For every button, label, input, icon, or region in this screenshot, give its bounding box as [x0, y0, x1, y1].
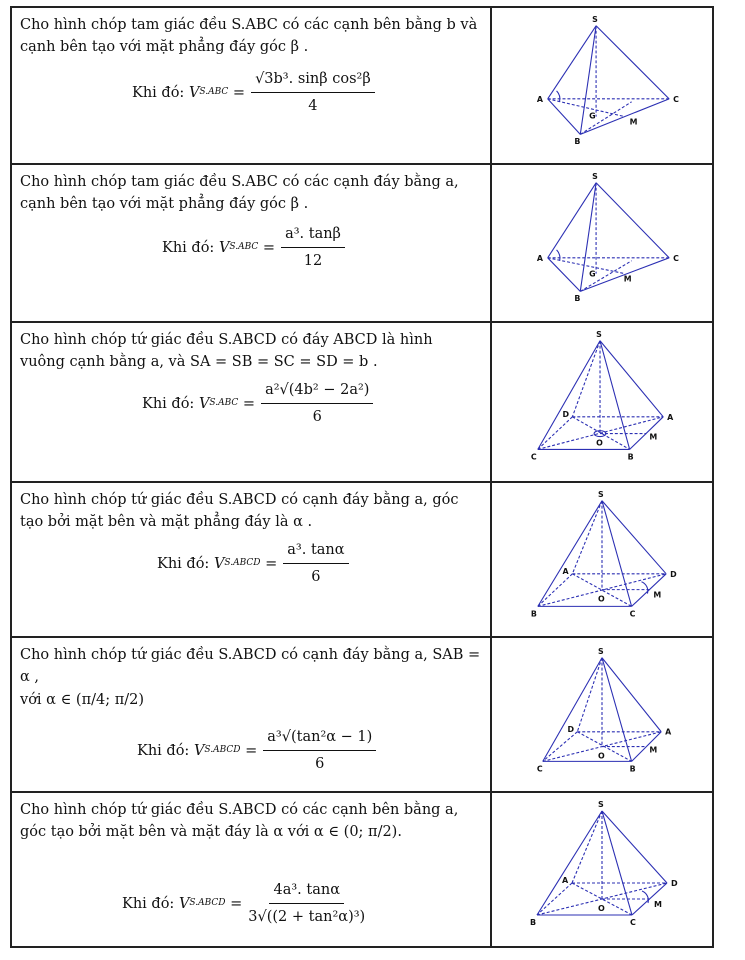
- formula-lhs: V: [193, 742, 205, 759]
- row-description: [12, 323, 492, 481]
- volume-formula: Khi đó: V S.ABCD = $\frac{\text{4a³. tanα}}{\text{3√((2 + tan²α)³)}}$: [122, 879, 365, 929]
- vertex-label: B: [530, 609, 537, 619]
- vertex-label: D: [562, 409, 570, 419]
- pyramid-figure: [492, 323, 712, 481]
- formula-fraction: [251, 68, 375, 118]
- row-condition: với α ∈ (π/4; π/2): [20, 691, 145, 708]
- square-pyramid-diagram: [492, 483, 712, 636]
- volume-formula: Khi đó: V S.ABC = $\frac{\text{√3b³. sinβ cos²β}}{4}$: [132, 68, 375, 118]
- vertex-label: O: [596, 438, 603, 448]
- formula-denominator: 6: [315, 756, 325, 773]
- volume-formula: Khi đó: V S.ABC = $\frac{\text{a²√(4b² − 2a²)}}{6}$: [142, 379, 373, 429]
- row-description: [12, 165, 492, 321]
- vertex-label: C: [673, 94, 679, 104]
- vertex-label: A: [536, 253, 543, 263]
- formula-numerator: a²√(4b² − 2a²): [261, 379, 373, 404]
- vertex-label: S: [592, 14, 598, 24]
- vertex-label: G: [589, 269, 596, 279]
- vertex-label: A: [562, 876, 569, 885]
- table-row: [12, 638, 712, 793]
- vertex-label: M: [649, 432, 658, 442]
- triangular-pyramid-diagram: [492, 165, 712, 321]
- vertex-label: A: [667, 412, 674, 422]
- formula-lhs-sub: S.ABCD: [189, 898, 226, 908]
- formula-fraction: [261, 379, 373, 429]
- square-pyramid-diagram: [492, 323, 712, 481]
- formula-fraction: [263, 726, 376, 776]
- vertex-label: A: [536, 94, 543, 104]
- vertex-label: O: [598, 751, 605, 761]
- formula-lhs: V: [178, 895, 190, 912]
- formula-fraction: [281, 223, 345, 273]
- formula-lhs-sub: S.ABC: [199, 87, 229, 97]
- row-description: [12, 638, 492, 791]
- vertex-label: M: [629, 117, 638, 127]
- square-pyramid-diagram: [492, 638, 712, 791]
- vertex-label: S: [598, 489, 604, 499]
- vertex-label: G: [589, 111, 596, 121]
- formula-lead: Khi đó:: [132, 84, 185, 101]
- row-text: Cho hình chóp tam giác đều S.ABC có các cạnh bên bằng b và cạnh bên tạo với mặt phẳng đáy góc β .: [20, 17, 478, 56]
- vertex-label: O: [598, 904, 605, 913]
- formula-denominator: 6: [311, 569, 321, 586]
- row-description: [12, 793, 492, 946]
- vertex-label: C: [536, 764, 543, 774]
- vertex-label: S: [598, 646, 604, 656]
- formula-denominator: 12: [303, 253, 323, 270]
- vertex-label: D: [670, 569, 677, 579]
- formula-lhs: V: [218, 239, 230, 256]
- volume-formula: Khi đó: V S.ABC = $\frac{\text{a³. tanβ}}{12}$: [162, 223, 345, 273]
- pyramid-figure: [492, 165, 712, 321]
- formula-lead: Khi đó:: [157, 555, 210, 572]
- row-description: [12, 8, 492, 163]
- vertex-label: C: [530, 452, 537, 462]
- formula-denominator: 3√((2 + tan²α)³): [248, 909, 366, 926]
- vertex-label: C: [630, 918, 636, 927]
- formula-lhs: V: [198, 395, 210, 412]
- pyramid-figure: [492, 793, 712, 946]
- row-text: Cho hình chóp tứ giác đều S.ABCD có đáy ABCD là hình vuông cạnh bằng a, và SA = SB = SC = SD = b .: [20, 332, 433, 371]
- formula-numerator: a³. tanα: [283, 539, 348, 564]
- vertex-label: S: [596, 329, 602, 339]
- pyramid-figure: [492, 483, 712, 636]
- vertex-label: S: [592, 171, 598, 181]
- row-text: Cho hình chóp tứ giác đều S.ABCD có các cạnh bên bằng a, góc tạo bởi mặt bên và mặt đáy là α với α ∈ (0; π/2).: [20, 802, 459, 841]
- formula-lhs: V: [213, 555, 225, 572]
- table-row: [12, 323, 712, 483]
- formula-numerator: 4a³. tanα: [269, 879, 344, 904]
- volume-formula: Khi đó: V S.ABCD = $\frac{\text{a³. tanα}}{6}$: [157, 539, 349, 589]
- formula-lead: Khi đó:: [162, 239, 215, 256]
- triangular-pyramid-diagram: [492, 8, 712, 163]
- formula-lhs-sub: S.ABCD: [204, 745, 241, 755]
- vertex-label: B: [629, 764, 636, 774]
- vertex-label: O: [598, 594, 605, 604]
- table-row: [12, 483, 712, 638]
- formula-numerator: a³√(tan²α − 1): [263, 726, 376, 751]
- formula-lead: Khi đó:: [122, 895, 175, 912]
- formula-fraction: [283, 539, 348, 589]
- formula-lead: Khi đó:: [142, 395, 195, 412]
- pyramid-figure: [492, 8, 712, 163]
- formula-denominator: 4: [308, 98, 318, 115]
- vertex-label: B: [627, 452, 634, 462]
- vertex-label: D: [671, 879, 678, 888]
- row-text: Cho hình chóp tứ giác đều S.ABCD có cạnh đáy bằng a, SAB = α ,: [20, 647, 481, 686]
- pyramid-figure: [492, 638, 712, 791]
- vertex-label: M: [623, 274, 632, 284]
- formula-numerator: √3b³. sinβ cos²β: [251, 68, 375, 93]
- vertex-label: D: [567, 724, 574, 734]
- formula-lead: Khi đó:: [137, 742, 190, 759]
- row-text: Cho hình chóp tam giác đều S.ABC có các cạnh đáy bằng a, cạnh bên tạo với mặt phẳng đáy góc β .: [20, 174, 459, 213]
- formula-lhs-sub: S.ABCD: [224, 558, 261, 568]
- vertex-label: M: [653, 590, 662, 600]
- table-row: [12, 8, 712, 165]
- vertex-label: C: [673, 253, 679, 263]
- vertex-label: C: [629, 609, 636, 619]
- formula-lhs-sub: S.ABC: [209, 398, 239, 408]
- vertex-label: A: [562, 566, 569, 576]
- square-pyramid-diagram: [492, 793, 712, 946]
- table-row: [12, 793, 712, 946]
- formula-lhs: V: [188, 84, 200, 101]
- table-row: [12, 165, 712, 323]
- vertex-label: M: [649, 745, 658, 755]
- row-text: Cho hình chóp tứ giác đều S.ABCD có cạnh đáy bằng a, góc tạo bởi mặt bên và mặt phẳng đáy là α .: [20, 492, 459, 531]
- vertex-label: M: [654, 900, 662, 909]
- vertex-label: B: [530, 918, 537, 927]
- row-description: [12, 483, 492, 636]
- vertex-label: B: [574, 137, 581, 147]
- formula-denominator: 6: [312, 409, 322, 426]
- vertex-label: B: [574, 294, 581, 304]
- volume-formula: Khi đó: V S.ABCD = $\frac{\text{a³√(tan²α − 1)}}{6}$: [137, 726, 376, 776]
- formula-lhs-sub: S.ABC: [229, 242, 259, 252]
- formula-table: [10, 6, 714, 948]
- formula-fraction: [248, 879, 365, 929]
- vertex-label: S: [598, 800, 604, 809]
- formula-numerator: a³. tanβ: [281, 223, 345, 248]
- vertex-label: A: [665, 727, 672, 737]
